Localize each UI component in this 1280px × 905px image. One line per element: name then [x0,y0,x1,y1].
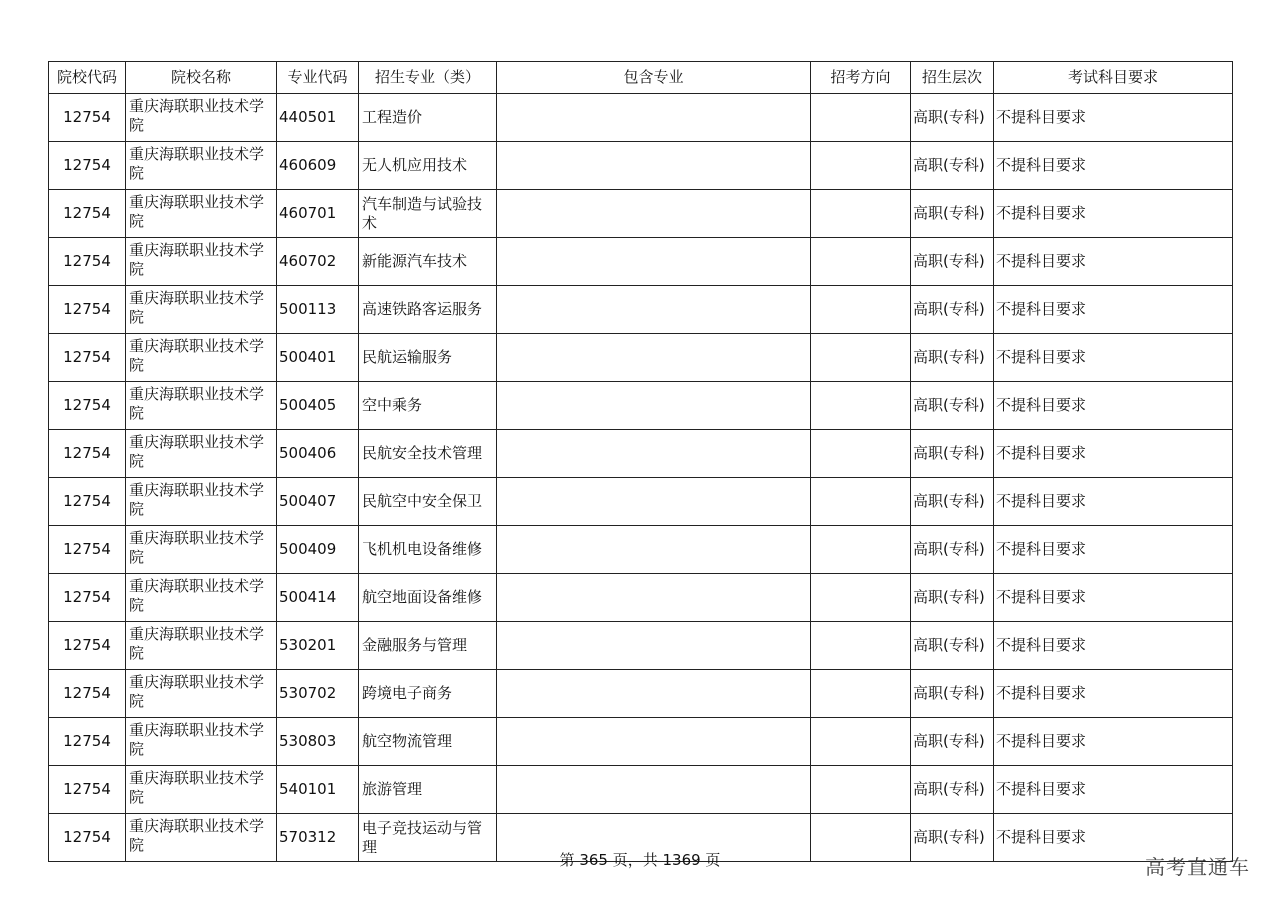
cell-included-majors [497,718,811,766]
cell-school-name: 重庆海联职业技术学院 [126,94,277,142]
cell-level: 高职(专科) [911,382,994,430]
cell-school-code: 12754 [49,622,126,670]
cell-school-name: 重庆海联职业技术学院 [126,238,277,286]
table-row [49,574,1233,622]
cell-subject-req: 不提科目要求 [994,382,1233,430]
cell-subject-req: 不提科目要求 [994,622,1233,670]
table-row [49,670,1233,718]
header-school-code: 院校代码 [49,62,126,94]
cell-direction [811,238,911,286]
table-row [49,766,1233,814]
cell-school-code: 12754 [49,238,126,286]
cell-school-name: 重庆海联职业技术学院 [126,334,277,382]
cell-subject-req: 不提科目要求 [994,94,1233,142]
page-number: 第 365 页，共 1369 页 [559,851,721,869]
table-row [49,526,1233,574]
cell-major: 航空地面设备维修 [359,574,497,622]
cell-school-code: 12754 [49,382,126,430]
cell-included-majors [497,670,811,718]
cell-school-name: 重庆海联职业技术学院 [126,574,277,622]
cell-major-code: 500406 [277,430,359,478]
header-major-code: 专业代码 [277,62,359,94]
cell-included-majors [497,478,811,526]
cell-school-code: 12754 [49,766,126,814]
cell-school-name: 重庆海联职业技术学院 [126,670,277,718]
cell-direction [811,142,911,190]
header-row [49,62,1233,94]
cell-school-name: 重庆海联职业技术学院 [126,814,277,862]
table-row [49,238,1233,286]
cell-school-name: 重庆海联职业技术学院 [126,622,277,670]
cell-major-code: 530702 [277,670,359,718]
cell-direction [811,382,911,430]
header-major: 招生专业（类） [359,62,497,94]
table-row [49,478,1233,526]
cell-level: 高职(专科) [911,94,994,142]
cell-subject-req: 不提科目要求 [994,670,1233,718]
cell-major-code: 570312 [277,814,359,862]
cell-school-name: 重庆海联职业技术学院 [126,526,277,574]
cell-major-code: 500401 [277,334,359,382]
cell-school-code: 12754 [49,430,126,478]
cell-major-code: 500407 [277,478,359,526]
cell-school-name: 重庆海联职业技术学院 [126,718,277,766]
cell-major-code: 460609 [277,142,359,190]
cell-major: 电子竞技运动与管理 [359,814,497,862]
cell-major-code: 540101 [277,766,359,814]
header-subject-req: 考试科目要求 [994,62,1233,94]
cell-school-name: 重庆海联职业技术学院 [126,430,277,478]
cell-major-code: 440501 [277,94,359,142]
cell-direction [811,430,911,478]
cell-major-code: 500409 [277,526,359,574]
cell-school-code: 12754 [49,334,126,382]
cell-school-code: 12754 [49,286,126,334]
cell-major: 无人机应用技术 [359,142,497,190]
cell-level: 高职(专科) [911,430,994,478]
cell-level: 高职(专科) [911,574,994,622]
cell-direction [811,766,911,814]
cell-major-code: 500113 [277,286,359,334]
cell-major: 民航安全技术管理 [359,430,497,478]
cell-major: 工程造价 [359,94,497,142]
header-included-majors: 包含专业 [497,62,811,94]
cell-direction [811,478,911,526]
cell-level: 高职(专科) [911,718,994,766]
cell-school-code: 12754 [49,526,126,574]
cell-school-name: 重庆海联职业技术学院 [126,766,277,814]
cell-subject-req: 不提科目要求 [994,190,1233,238]
cell-level: 高职(专科) [911,142,994,190]
cell-school-name: 重庆海联职业技术学院 [126,190,277,238]
cell-major: 民航空中安全保卫 [359,478,497,526]
cell-level: 高职(专科) [911,622,994,670]
cell-direction [811,622,911,670]
cell-included-majors [497,526,811,574]
cell-major: 汽车制造与试验技术 [359,190,497,238]
cell-level: 高职(专科) [911,670,994,718]
cell-level: 高职(专科) [911,190,994,238]
cell-school-name: 重庆海联职业技术学院 [126,478,277,526]
table-row [49,382,1233,430]
cell-direction [811,94,911,142]
cell-school-code: 12754 [49,94,126,142]
cell-school-name: 重庆海联职业技术学院 [126,286,277,334]
table-row [49,622,1233,670]
cell-subject-req: 不提科目要求 [994,286,1233,334]
cell-major: 民航运输服务 [359,334,497,382]
cell-direction [811,670,911,718]
cell-major: 空中乘务 [359,382,497,430]
cell-school-code: 12754 [49,718,126,766]
cell-included-majors [497,142,811,190]
cell-major-code: 530803 [277,718,359,766]
cell-direction [811,190,911,238]
cell-included-majors [497,286,811,334]
cell-level: 高职(专科) [911,526,994,574]
watermark-logo: 高考直通车 [1145,855,1250,879]
cell-major-code: 500414 [277,574,359,622]
table-row [49,286,1233,334]
cell-major: 金融服务与管理 [359,622,497,670]
cell-included-majors [497,430,811,478]
header-level: 招生层次 [911,62,994,94]
header-school-name: 院校名称 [126,62,277,94]
cell-direction [811,286,911,334]
cell-major: 跨境电子商务 [359,670,497,718]
cell-subject-req: 不提科目要求 [994,238,1233,286]
cell-included-majors [497,190,811,238]
cell-direction [811,334,911,382]
cell-major: 高速铁路客运服务 [359,286,497,334]
table-row [49,94,1233,142]
cell-major: 新能源汽车技术 [359,238,497,286]
cell-level: 高职(专科) [911,238,994,286]
cell-school-code: 12754 [49,670,126,718]
table-row [49,430,1233,478]
cell-included-majors [497,94,811,142]
cell-subject-req: 不提科目要求 [994,478,1233,526]
cell-major: 飞机机电设备维修 [359,526,497,574]
cell-subject-req: 不提科目要求 [994,142,1233,190]
cell-school-name: 重庆海联职业技术学院 [126,382,277,430]
cell-included-majors [497,766,811,814]
cell-included-majors [497,382,811,430]
cell-direction [811,526,911,574]
cell-subject-req: 不提科目要求 [994,766,1233,814]
cell-school-name: 重庆海联职业技术学院 [126,142,277,190]
cell-subject-req: 不提科目要求 [994,334,1233,382]
cell-included-majors [497,622,811,670]
cell-included-majors [497,334,811,382]
cell-included-majors [497,238,811,286]
cell-major: 航空物流管理 [359,718,497,766]
cell-direction [811,574,911,622]
cell-school-code: 12754 [49,814,126,862]
cell-school-code: 12754 [49,478,126,526]
cell-level: 高职(专科) [911,478,994,526]
cell-level: 高职(专科) [911,766,994,814]
cell-subject-req: 不提科目要求 [994,526,1233,574]
cell-school-code: 12754 [49,190,126,238]
cell-subject-req: 不提科目要求 [994,430,1233,478]
enrollment-table [48,61,1233,862]
cell-level: 高职(专科) [911,286,994,334]
table-row [49,334,1233,382]
cell-major: 旅游管理 [359,766,497,814]
table-row [49,718,1233,766]
cell-level: 高职(专科) [911,814,994,862]
cell-subject-req: 不提科目要求 [994,718,1233,766]
cell-major-code: 530201 [277,622,359,670]
cell-subject-req: 不提科目要求 [994,574,1233,622]
cell-subject-req: 不提科目要求 [994,814,1233,862]
cell-included-majors [497,574,811,622]
cell-major-code: 460702 [277,238,359,286]
cell-direction [811,718,911,766]
table-row [49,142,1233,190]
table-body [49,94,1233,862]
cell-school-code: 12754 [49,574,126,622]
table-row [49,190,1233,238]
cell-major-code: 500405 [277,382,359,430]
cell-major-code: 460701 [277,190,359,238]
cell-level: 高职(专科) [911,334,994,382]
cell-school-code: 12754 [49,142,126,190]
header-direction: 招考方向 [811,62,911,94]
